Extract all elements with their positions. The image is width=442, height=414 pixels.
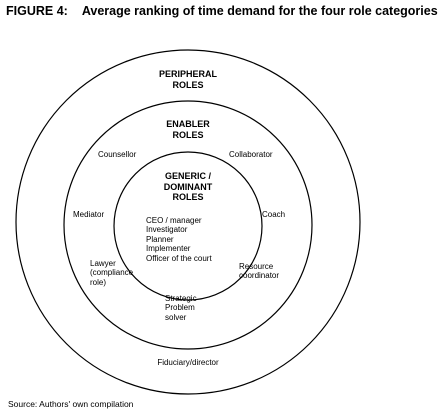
counsellor-label: Counsellor [98,150,137,159]
figure-number: FIGURE 4: [6,4,68,18]
peripheral-roles-label: PERIPHERAL ROLES [158,69,217,90]
collaborator-label: Collaborator [229,150,273,159]
core-roles-list: CEO / manager Investigator Planner Implementer Officer of the court [146,216,212,263]
coach-label: Coach [262,210,286,219]
lawyer-label: Lawyer (compliance role) [90,259,134,287]
strategic-problem-solver-label: Strategic Problem solver [165,294,197,322]
source-note: Source: Authors' own compilation [8,399,134,409]
mediator-label: Mediator [73,210,105,219]
fiduciary-director-label: Fiduciary/director [157,358,219,367]
generic-roles-label: GENERIC / DOMINANT ROLES [163,171,213,203]
enabler-roles-label: ENABLER ROLES [166,119,210,140]
figure-caption: Average ranking of time demand for the four role categories [81,4,438,18]
resource-coordinator-label: Resource coordinator [239,262,280,281]
